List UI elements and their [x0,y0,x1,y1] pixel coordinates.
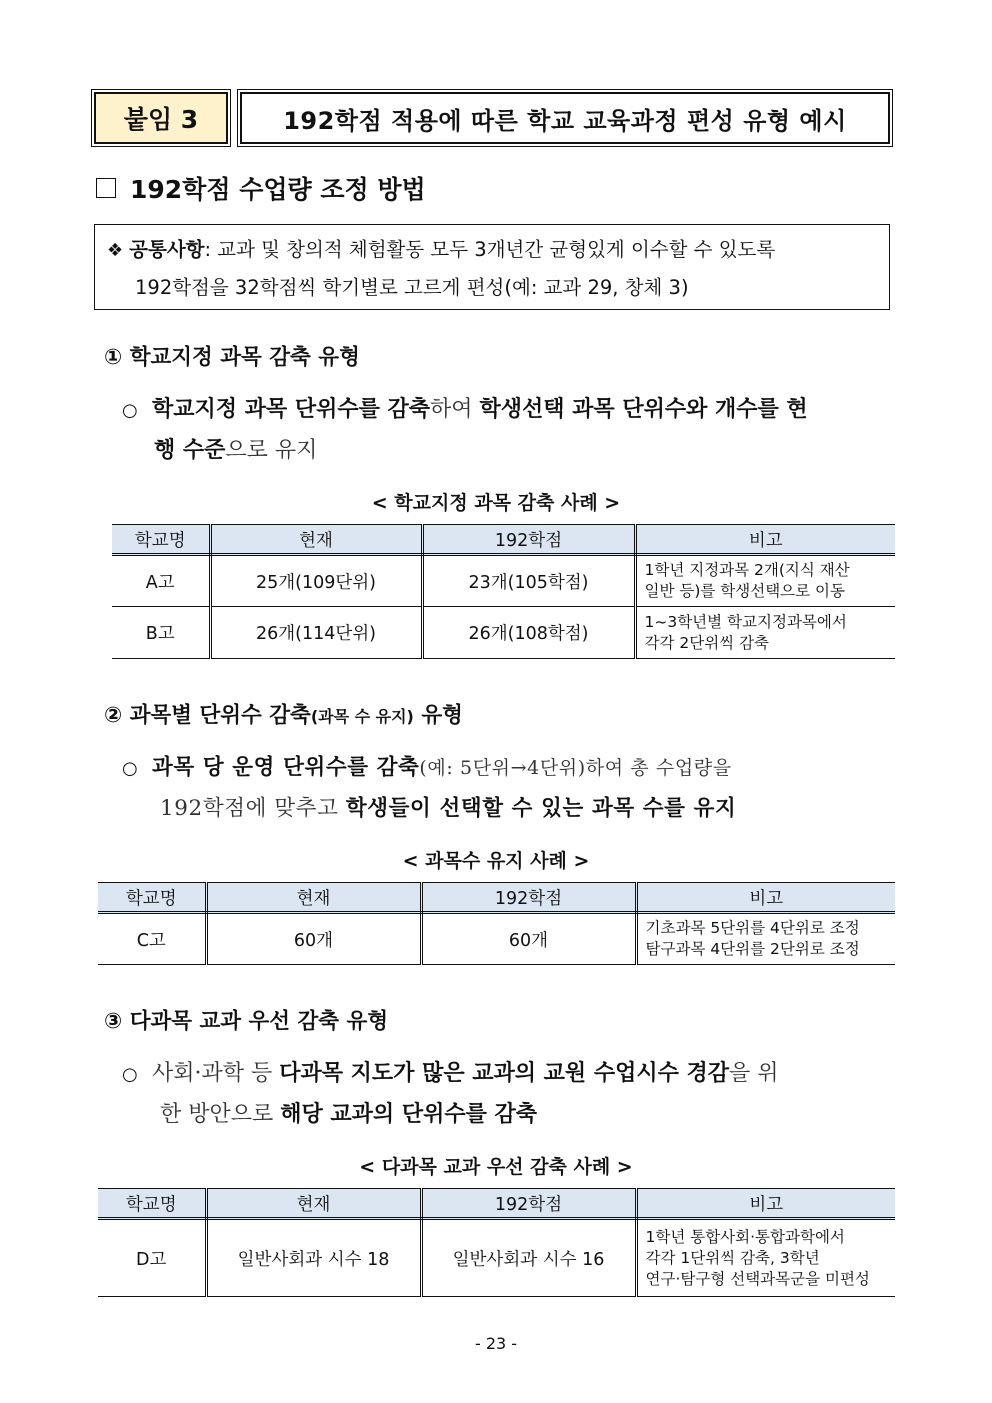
col-current: 현재 [206,1189,421,1219]
type3-text-d: 한 방안으로 [160,1102,281,1127]
col-school: 학교명 [98,1189,206,1219]
col-192: 192학점 [421,883,636,913]
cell-current: 25개(109단위) [210,555,422,607]
type3-text-e: 해당 교과의 단위수를 감축 [280,1102,538,1127]
cell-note [636,913,895,965]
table-header-row [98,883,895,913]
note-line: 1학년 통합사회·통합과학에서 [645,1227,845,1246]
table-row [112,555,895,607]
col-school: 학교명 [112,525,210,555]
table-row [98,1219,895,1297]
type2-paragraph [122,748,902,829]
type3-paragraph [122,1054,902,1135]
circle-bullet-icon: ○ [122,400,138,421]
col-note: 비고 [636,1189,895,1219]
cell-192: 26개(108학점) [422,607,635,659]
common-notes-box [94,224,890,310]
note-line: 기초과목 5단위를 4단위로 조정 [645,919,860,937]
header-row [94,92,890,144]
type2-heading-small: (과목 수 유지) [310,707,414,726]
cell-school: B고 [112,607,210,659]
col-current: 현재 [206,883,421,913]
cell-current: 26개(114단위) [210,607,422,659]
type1-text-c: 학생선택 과목 단위수와 개수를 현 [479,397,808,422]
note-line: 각각 2단위씩 감축 [644,633,770,652]
cell-school: C고 [98,913,206,965]
col-school: 학교명 [98,883,206,913]
type1-line-1 [122,390,902,431]
type1-text-b: 하여 [430,397,480,422]
diamond-bullet-icon: ❖ [107,240,124,261]
type2-text-b: (예: 5단위→4단위)하여 총 수업량을 [419,757,732,779]
type1-heading: ① 학교지정 과목 감축 유형 [104,345,360,370]
section-heading-text: 192학점 수업량 조정 방법 [130,175,426,204]
common-text-2: 192학점을 32학점씩 학기별로 고르게 편성(예: 교과 29, 창체 3) [135,276,689,299]
type1-line-2 [122,431,902,471]
cell-note [635,607,895,659]
document-title: 192학점 적용에 따른 학교 교육과정 편성 유형 예시 [240,92,890,144]
cell-note [635,555,895,607]
cell-192: 일반사회과 시수 16 [421,1219,636,1297]
col-note: 비고 [635,525,895,555]
page-number: - 23 - [474,1334,518,1353]
type2-heading [104,698,463,729]
type2-line-1 [122,748,902,789]
note-line: 1~3학년별 학교지정과목에서 [644,612,847,631]
type3-heading: ③ 다과목 교과 우선 감축 유형 [104,1009,389,1034]
type1-paragraph [122,390,902,471]
cell-note [636,1219,895,1297]
type2-heading-main: ② 과목별 단위수 감축 [104,703,311,728]
circle-bullet-icon: ○ [122,1064,138,1085]
common-label: 공통사항 [129,238,205,261]
note-line: 연구·탐구형 선택과목군을 미편성 [645,1269,870,1288]
table-row [98,913,895,965]
col-192: 192학점 [422,525,635,555]
cell-192: 23개(105학점) [422,555,635,607]
type3-line-2 [122,1095,902,1135]
cell-192: 60개 [421,913,636,965]
note-line: 1학년 지정과목 2개(지식 재산 [644,561,850,579]
type2-heading-end: 유형 [413,703,463,728]
type2-table [98,882,895,965]
type2-text-c: 192학점에 맞추고 [160,796,346,821]
type1-table-caption: < 학교지정 과목 감축 사례 > [371,492,621,514]
type1-text-e: 으로 유지 [225,438,318,463]
col-current: 현재 [210,525,422,555]
type2-line-2 [122,789,902,829]
common-line-1 [107,231,879,269]
common-text-1: : 교과 및 창의적 체험활동 모두 3개년간 균형있게 이수할 수 있도록 [204,238,776,261]
table-header-row [112,525,895,555]
type2-text-a: 과목 당 운영 단위수를 감축 [152,755,420,780]
type1-text-a: 학교지정 과목 단위수를 감축 [152,397,431,422]
col-note: 비고 [636,883,895,913]
type3-text-b: 다과목 지도가 많은 교과의 교원 수업시수 경감 [279,1061,729,1086]
col-192: 192학점 [421,1189,636,1219]
table-row [112,607,895,659]
type1-table [112,524,895,659]
square-bullet-icon [96,178,116,198]
note-line: 탐구과목 4단위를 2단위로 조정 [645,940,860,958]
type3-text-c: 을 위 [729,1061,779,1086]
note-line: 일반 등)를 학생선택으로 이동 [644,582,846,600]
type3-text-a: 사회·과학 등 [152,1061,280,1086]
table-header-row [98,1189,895,1219]
type3-table-caption: < 다과목 교과 우선 감축 사례 > [359,1156,633,1178]
attachment-tag: 붙임 3 [94,92,228,144]
type3-line-1 [122,1054,902,1095]
cell-school: D고 [98,1219,206,1297]
cell-school: A고 [112,555,210,607]
note-line: 각각 1단위씩 감축, 3학년 [645,1248,820,1267]
type2-text-d: 학생들이 선택할 수 있는 과목 수를 유지 [345,796,737,821]
section-heading [96,170,426,206]
type2-table-caption: < 과목수 유지 사례 > [402,850,590,872]
type1-text-d: 행 수준 [154,438,226,463]
circle-bullet-icon: ○ [122,758,139,779]
cell-current: 일반사회과 시수 18 [206,1219,421,1297]
type3-table [98,1188,895,1297]
cell-current: 60개 [206,913,421,965]
